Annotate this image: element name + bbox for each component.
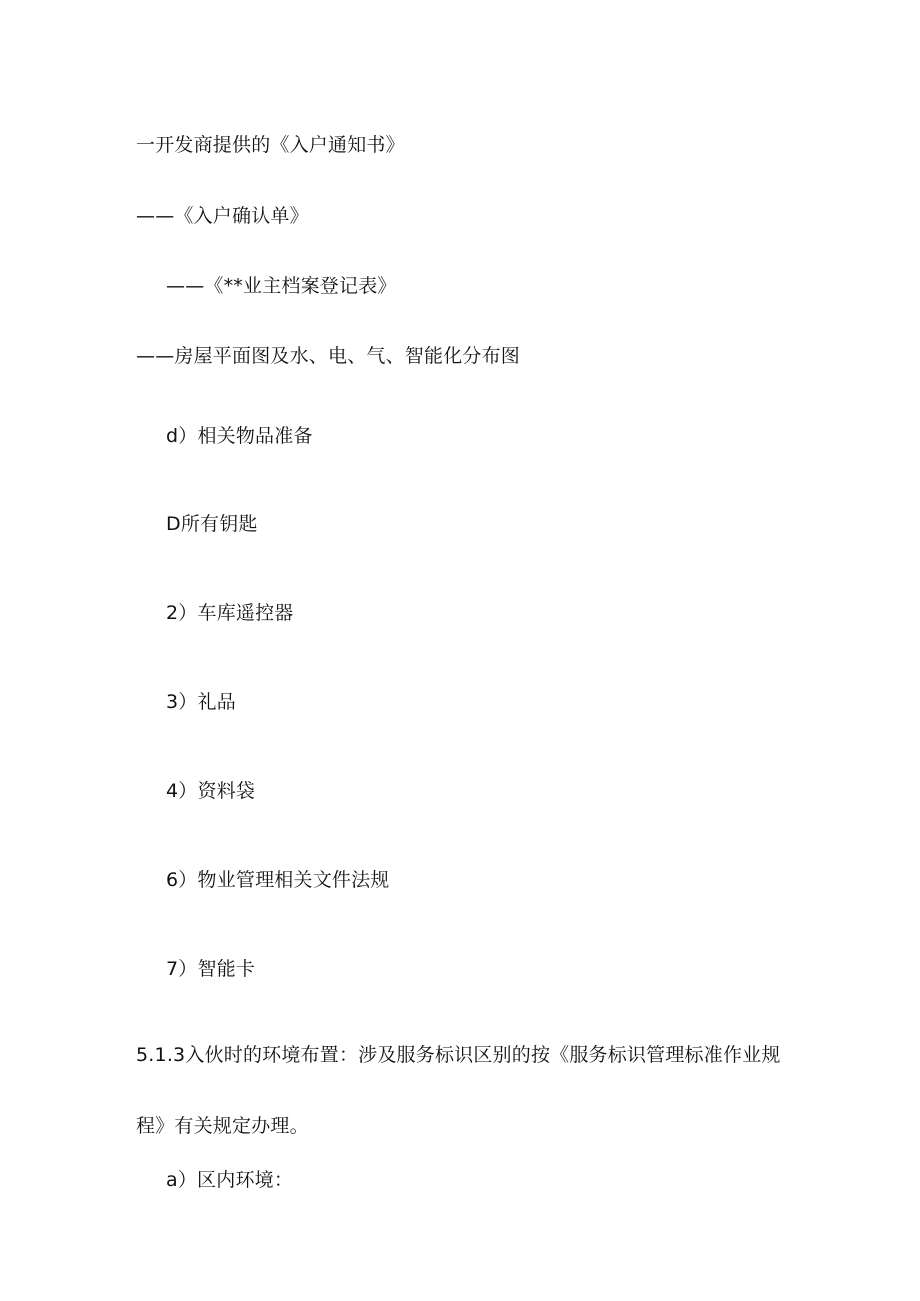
doc-line-area-environment: a）区内环境： xyxy=(166,1169,294,1191)
doc-line-confirmation: ——《入户确认单》 xyxy=(136,205,309,227)
doc-line-document-bag: 4）资料袋 xyxy=(166,780,256,802)
doc-line-gift: 3）礼品 xyxy=(166,691,236,713)
doc-line-section-5-1-3: 5.1.3入伙时的环境布置：涉及服务标识区别的按《服务标识管理标准作业规 xyxy=(136,1044,781,1066)
doc-line-floor-plan: ——房屋平面图及水、电、气、智能化分布图 xyxy=(136,345,521,367)
doc-line-regulations: 6）物业管理相关文件法规 xyxy=(166,869,390,891)
doc-line-smart-card: 7）智能卡 xyxy=(166,958,256,980)
doc-line-keys: D所有钥匙 xyxy=(166,513,258,535)
doc-line-section-5-1-3-cont: 程》有关规定办理。 xyxy=(136,1115,309,1137)
doc-line-garage-remote: 2）车库遥控器 xyxy=(166,602,294,624)
doc-line-notice: 一开发商提供的《入户通知书》 xyxy=(136,134,405,156)
doc-line-items-heading: d）相关物品准备 xyxy=(166,425,313,447)
doc-line-owner-register: ——《**业主档案登记表》 xyxy=(166,275,397,297)
